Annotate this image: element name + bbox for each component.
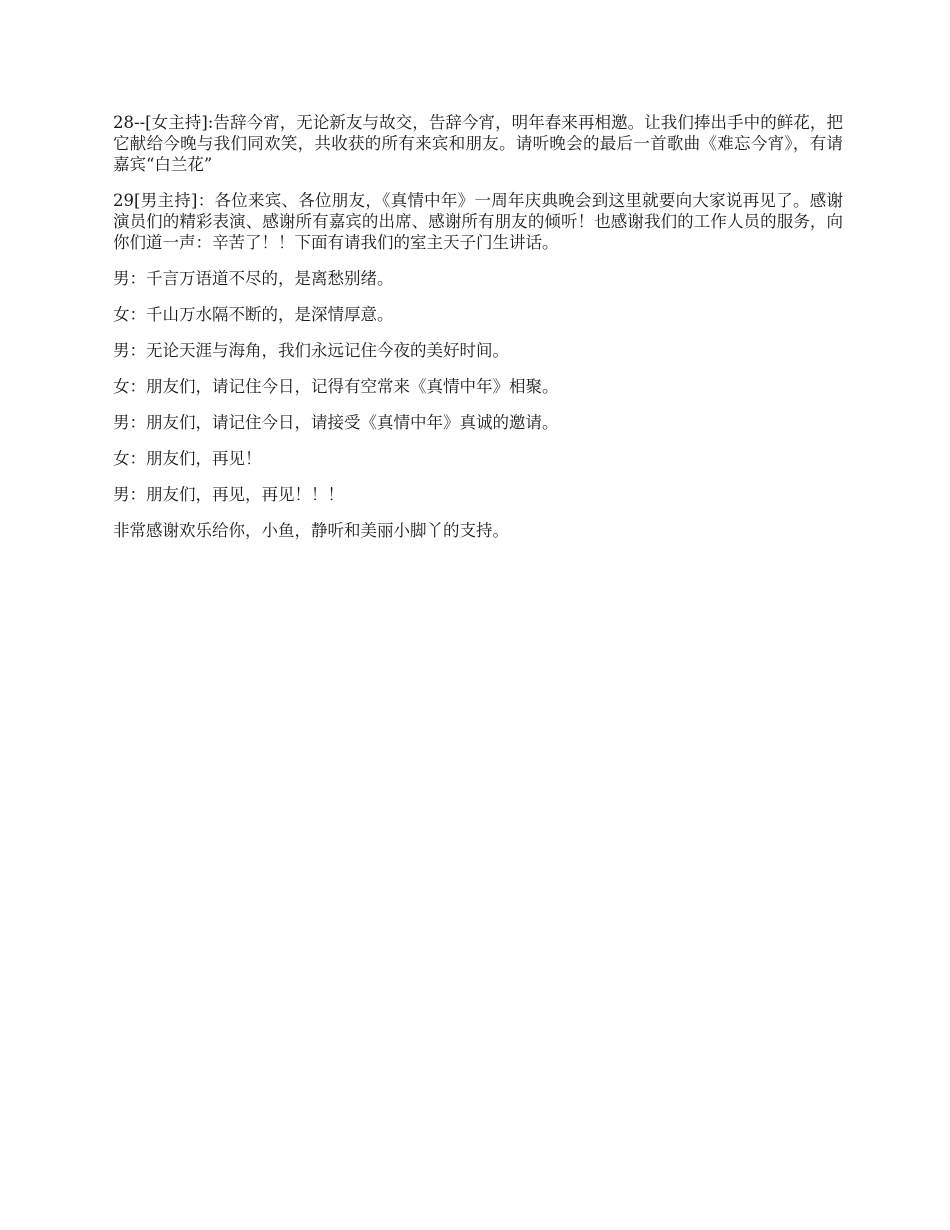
document-body — [113, 112, 843, 556]
dialogue-line-male-3: 男：朋友们，请记住今日，请接受《真情中年》真诚的邀请。 — [113, 413, 559, 432]
dialogue-line-male-1: 男：千言万语道不尽的，是离愁别绪。 — [113, 269, 394, 288]
paragraph-28-female-host: 28--[女主持]:告辞今宵，无论新友与故交，告辞今宵，明年春来再相邀。让我们捧出手中的鲜花，把它献给今晚与我们同欢笑，共收获的所有来宾和朋友。请听晚会的最后一首歌曲《难忘今宵》，有请嘉宾“白兰花” — [113, 113, 843, 174]
dialogue-line-female-2: 女：朋友们，请记住今日，记得有空常来《真情中年》相聚。 — [113, 377, 559, 396]
dialogue-line-male-2: 男：无论天涯与海角，我们永远记住今夜的美好时间。 — [113, 341, 509, 360]
paragraph-29-male-host: 29[男主持]：各位来宾、各位朋友，《真情中年》一周年庆典晚会到这里就要向大家说再见了。感谢演员们的精彩表演、感谢所有嘉宾的出席、感谢所有朋友的倾听！也感谢我们的工作人员的服务，向你们道一声：辛苦了！！下面有请我们的室主天子门生讲话。 — [113, 191, 843, 252]
thanks-line: 非常感谢欢乐给你，小鱼，静听和美丽小脚丫的支持。 — [113, 521, 509, 540]
dialogue-line-female-3: 女：朋友们，再见！ — [113, 449, 262, 468]
dialogue-line-female-1: 女：千山万水隔不断的，是深情厚意。 — [113, 305, 394, 324]
dialogue-line-male-4: 男：朋友们，再见，再见！！！ — [113, 485, 344, 504]
